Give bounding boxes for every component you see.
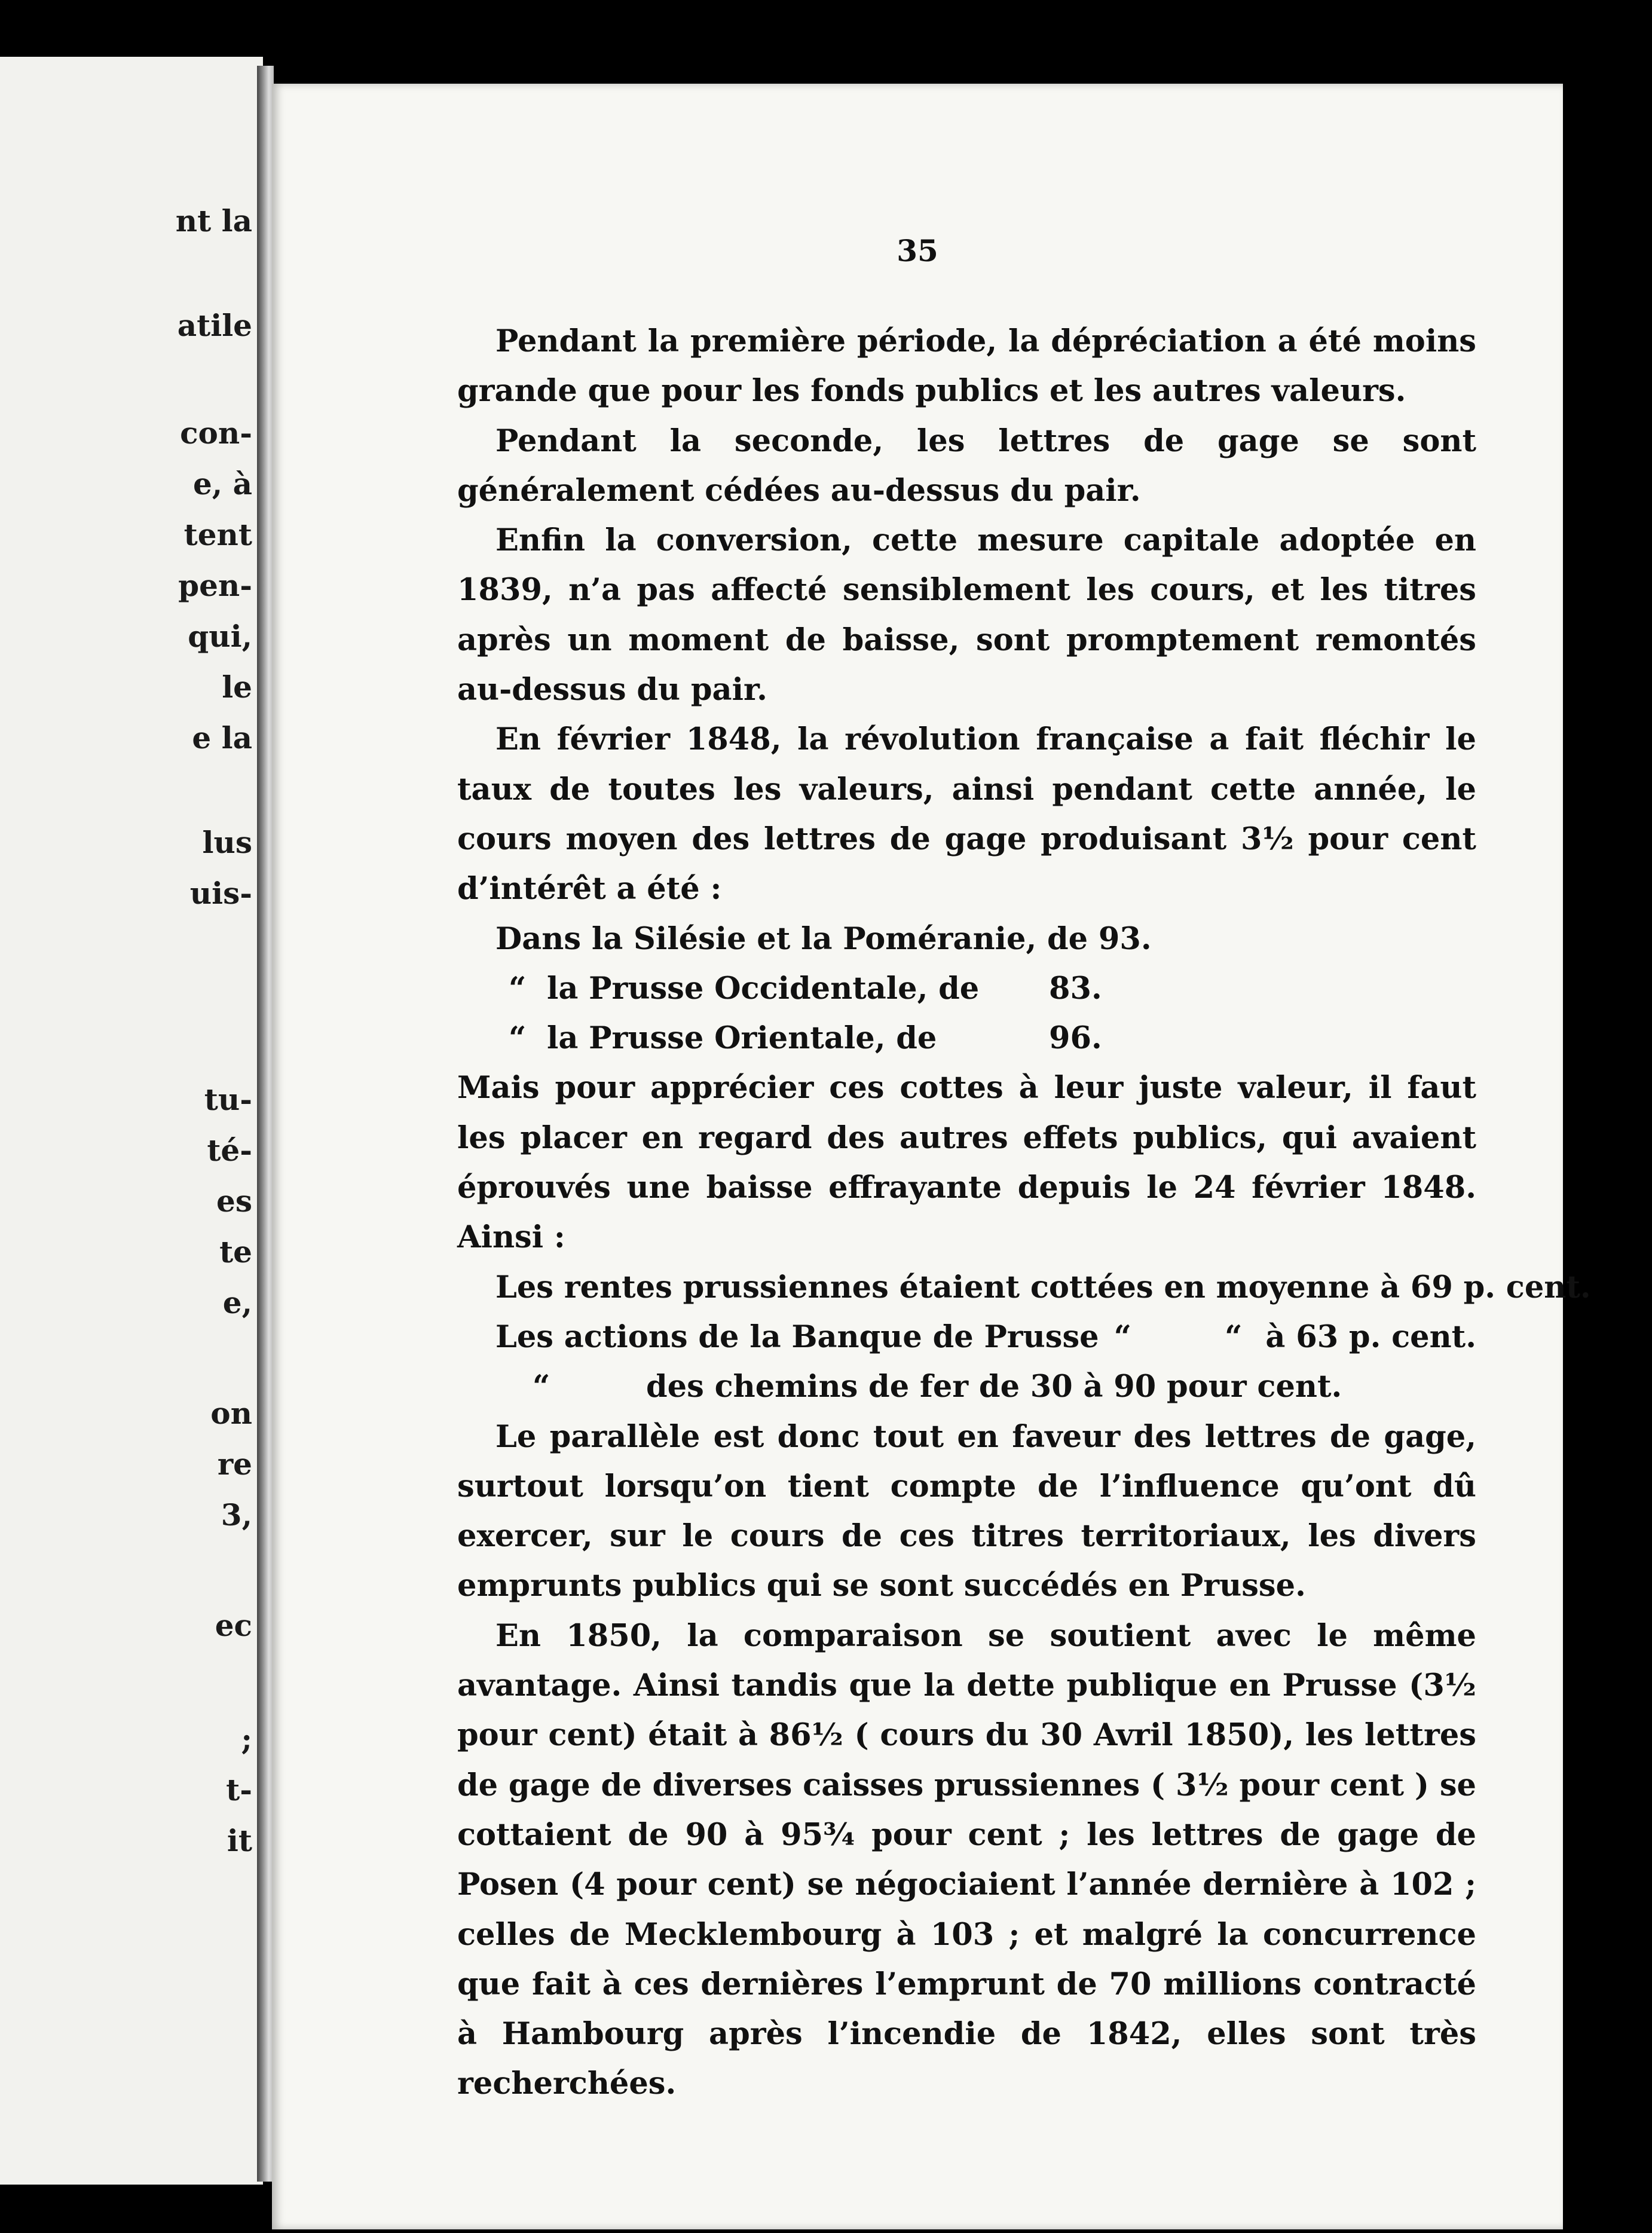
list-item-label: la Prusse Orientale, de <box>547 1020 937 1057</box>
left-page-text-fragment: on <box>210 1396 252 1431</box>
ditto-mark: “ <box>1225 1319 1243 1355</box>
left-page-text-fragment: pen- <box>178 568 252 603</box>
left-page-text-fragment: te <box>219 1234 252 1270</box>
left-page-text-fragment: re <box>217 1446 252 1482</box>
left-page-text-fragment: e la <box>192 720 252 755</box>
list-item-text: Dans la Silésie et la Poméranie, de 93. <box>495 920 1152 957</box>
book-gutter <box>257 66 274 2182</box>
ditto-mark: “ <box>1113 1319 1131 1355</box>
left-page-fragment <box>0 57 263 2185</box>
ditto-mark: “ <box>509 1020 527 1057</box>
rentes-value: à 63 p. cent. <box>1265 1319 1476 1355</box>
rentes-line <box>457 1313 1476 1362</box>
paragraph-6: Le parallèle est donc tout en faveur des lettres de gage, surtout lorsqu’on tient compte de l’influence qu’ont dû exercer, sur le cours de ces titres territoriaux, les divers emprunts publics qui se sont succédés en Prusse. <box>457 1418 1476 1604</box>
left-page-text-fragment: e, <box>222 1285 252 1320</box>
rentes-line <box>457 1362 1476 1412</box>
left-page-text-fragment: tent <box>183 517 252 552</box>
left-page-text-fragment: con- <box>180 415 252 451</box>
paragraph-7: En 1850, la comparaison se soutient avec le même avantage. Ainsi tandis que la dette publique en Prusse (3½ pour cent) était à 86½ ( cours du 30 Avril 1850), les lettres de gage de diverses caisses prussiennes ( 3½ pour cent ) se cottaient de 90 à 95¾ pour cent ; les lettres de gage de Posen (4 pour cent) se négociaient l’année dernière à 102 ; celles de Mecklembourg à 103 ; et malgré la concurrence que fait à ces dernières l’emprunt de 70 millions contracté à Hambourg après l’incendie de 1842, elles sont très recherchées. <box>457 1617 1476 2102</box>
list-item <box>457 914 1476 964</box>
left-page-text-fragment: le <box>222 669 252 705</box>
list-item <box>457 964 1476 1014</box>
left-page-text-fragment: it <box>227 1823 252 1858</box>
page-number: 35 <box>897 233 938 268</box>
list-item-value: 96. <box>1049 1020 1102 1057</box>
rentes-text: des chemins de fer de 30 à 90 pour cent. <box>646 1369 1342 1405</box>
left-page-text-fragment: t- <box>226 1772 252 1807</box>
left-page-text-fragment: lus <box>202 825 252 860</box>
left-page-text-fragment: uis- <box>189 876 252 911</box>
ditto-mark: “ <box>509 970 527 1007</box>
rentes-text: Les rentes prussiennes étaient cottées en moyenne à 69 p. cent. <box>495 1269 1591 1305</box>
left-page-text-fragment: qui, <box>188 619 252 654</box>
paragraph-1: Pendant la première période, la dépréciation a été moins grande que pour les fonds publics et les autres valeurs. <box>457 323 1476 409</box>
book-page <box>272 84 1591 2229</box>
left-page-text-fragment: 3, <box>221 1497 252 1532</box>
left-page-text-fragment: es <box>216 1183 252 1219</box>
list-item-label: la Prusse Occidentale, de <box>547 970 980 1007</box>
list-item-value: 83. <box>1049 970 1102 1007</box>
paragraph-2: Pendant la seconde, les lettres de gage se sont généralement cédées au-dessus du pair. <box>457 423 1476 509</box>
page-body <box>457 317 1591 2109</box>
left-page-text-fragment: tu- <box>204 1082 252 1117</box>
rentes-line <box>457 1263 1591 1313</box>
paragraph-5: Mais pour apprécier ces cottes à leur juste valeur, il faut les placer en regard des autres effets publics, qui avaient éprouvés une baisse effrayante depuis le 24 février 1848. Ainsi : <box>457 1070 1476 1256</box>
left-page-text-fragment: e, à <box>192 466 252 501</box>
left-page-text-fragment: ; <box>241 1721 252 1757</box>
left-page-text-fragment: té- <box>207 1133 252 1168</box>
paragraph-3: Enfin la conversion, cette mesure capitale adoptée en 1839, n’a pas affecté sensiblement les cours, et les titres après un moment de baisse, sont promptement remontés au-dessus du pair. <box>457 522 1476 708</box>
ditto-mark: “ <box>533 1369 550 1405</box>
list-item <box>457 1014 1476 1063</box>
rentes-label: Les actions de la Banque de Prusse <box>495 1319 1099 1355</box>
left-page-text-fragment: nt la <box>175 203 252 238</box>
left-page-text-fragment: ec <box>215 1608 252 1643</box>
left-page-text-fragment: atile <box>177 308 252 343</box>
paragraph-4: En février 1848, la révolution française a fait fléchir le taux de toutes les valeurs, ainsi pendant cette année, le cours moyen des lettres de gage produisant 3½ pour cent d’intérêt a été : <box>457 721 1476 907</box>
